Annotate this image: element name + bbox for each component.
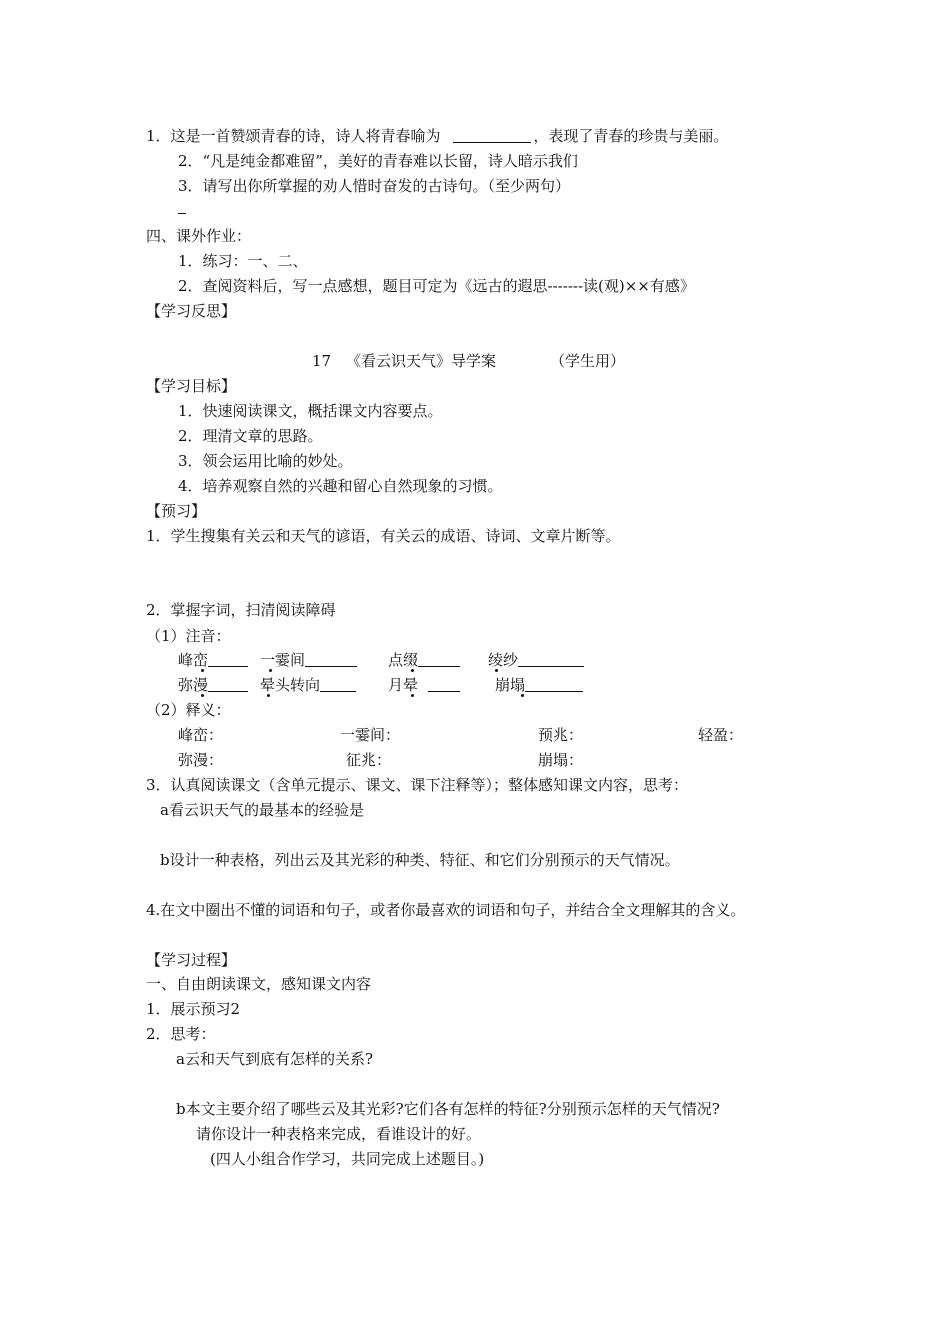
lesson-number: 17 — [312, 352, 332, 370]
prev-question-3: 3．请写出你所掌握的劝人惜时奋发的古诗句。（至少两句） — [178, 177, 571, 195]
goals-heading: 【学习目标】 — [146, 377, 237, 395]
think-question-a: a云和天气到底有怎样的关系? — [176, 1050, 373, 1068]
goal-item: 3．领会运用比喻的妙处。 — [178, 452, 353, 470]
pinyin-blank[interactable] — [525, 677, 583, 692]
meaning-word: 征兆： — [346, 751, 392, 769]
pinyin-word-text: 月晕 — [388, 676, 419, 694]
homework-heading: 四、课外作业： — [146, 227, 252, 245]
pinyin-word-text: 晕头转向 — [260, 676, 321, 694]
pinyin-word — [260, 650, 357, 670]
pinyin-blank[interactable] — [320, 677, 356, 692]
pinyin-word — [260, 675, 356, 695]
goal-item: 4．培养观察自然的兴趣和留心自然现象的习惯。 — [178, 477, 503, 495]
preview-item-1: 1．学生搜集有关云和天气的谚语，有关云的成语、诗词、文章片断等。 — [146, 527, 621, 545]
prev-question-1-text-a: 1．这是一首赞颂青春的诗，诗人将青春喻为 — [146, 127, 441, 145]
homework-item-1: 1．练习：一、二、 — [178, 252, 308, 270]
preview-heading: 【预习】 — [146, 502, 207, 520]
process-step-2: 2．思考： — [146, 1025, 216, 1043]
pinyin-word — [388, 675, 460, 695]
lesson-title: 《看云识天气》导学案 — [346, 352, 497, 370]
meaning-heading: （2）释义： — [146, 701, 231, 719]
preview-item-2: 2．掌握字词，扫清阅读障碍 — [146, 601, 336, 619]
pinyin-word-text: 点缀 — [388, 651, 419, 669]
pinyin-word — [488, 650, 584, 670]
pinyin-word-text: 一霎间 — [260, 651, 306, 669]
lesson-audience: （学生用） — [550, 352, 626, 370]
meaning-word: 一霎间： — [340, 726, 401, 744]
pinyin-word-text: 绫纱 — [488, 651, 519, 669]
think-question-b-task: 请你设计一种表格来完成，看谁设计的好。 — [196, 1125, 482, 1143]
meaning-word: 轻盈： — [698, 726, 744, 744]
meaning-word: 峰峦： — [178, 726, 224, 744]
preview-item-3b: b设计一种表格，列出云及其光彩的种类、特征、和它们分别预示的天气情况。 — [160, 851, 680, 869]
process-step-1: 1．展示预习2 — [146, 1000, 241, 1018]
think-question-b-note: (四人小组合作学习，共同完成上述题目。) — [210, 1150, 485, 1168]
meaning-word: 预兆： — [538, 726, 584, 744]
goal-item: 1．快速阅读课文，概括课文内容要点。 — [178, 402, 443, 420]
pinyin-word — [178, 675, 248, 695]
process-heading: 【学习过程】 — [146, 951, 237, 969]
prev-question-1 — [146, 126, 728, 146]
pinyin-word — [178, 650, 248, 670]
prev-question-1-text-b: ，表现了青春的珍贵与美丽。 — [533, 127, 729, 145]
pinyin-heading: （1）注音： — [146, 627, 231, 645]
reflection-heading: 【学习反思】 — [146, 302, 237, 320]
goal-item: 2．理清文章的思路。 — [178, 427, 323, 445]
meaning-word: 崩塌： — [538, 751, 584, 769]
meaning-word: 弥漫： — [178, 751, 224, 769]
pinyin-blank[interactable] — [305, 652, 357, 667]
pinyin-blank[interactable] — [208, 677, 248, 692]
process-section-1: 一、自由朗读课文，感知课文内容 — [146, 975, 372, 993]
pinyin-word-text: 崩塌 — [495, 676, 526, 694]
pinyin-blank[interactable] — [208, 652, 248, 667]
pinyin-word — [388, 650, 460, 670]
pinyin-blank[interactable] — [418, 652, 460, 667]
pinyin-word-text: 峰峦 — [178, 651, 209, 669]
preview-item-4: 4.在文中圈出不懂的词语和句子，或者你最喜欢的词语和句子，并结合全文理解其的含义。 — [146, 901, 746, 919]
preview-item-3: 3．认真阅读课文（含单元提示、课文、课下注释等）；整体感知课文内容，思考： — [146, 776, 689, 794]
think-question-b: b本文主要介绍了哪些云及其光彩?它们各有怎样的特征?分别预示怎样的天气情况? — [176, 1100, 720, 1118]
preview-item-3a: a看云识天气的最基本的经验是 — [160, 801, 364, 819]
pinyin-word — [495, 675, 583, 695]
answer-blank[interactable] — [453, 128, 531, 143]
pinyin-blank[interactable] — [428, 677, 460, 692]
homework-item-2: 2．查阅资料后，写一点感想，题目可定为《远古的遐思-------读(观)××有感》 — [178, 277, 695, 295]
pinyin-blank[interactable] — [518, 652, 584, 667]
prev-question-2: 2．“凡是纯金都难留”，美好的青春难以长留，诗人暗示我们 — [178, 152, 578, 170]
answer-blank-short[interactable] — [178, 213, 186, 214]
pinyin-word-text: 弥漫 — [178, 676, 209, 694]
